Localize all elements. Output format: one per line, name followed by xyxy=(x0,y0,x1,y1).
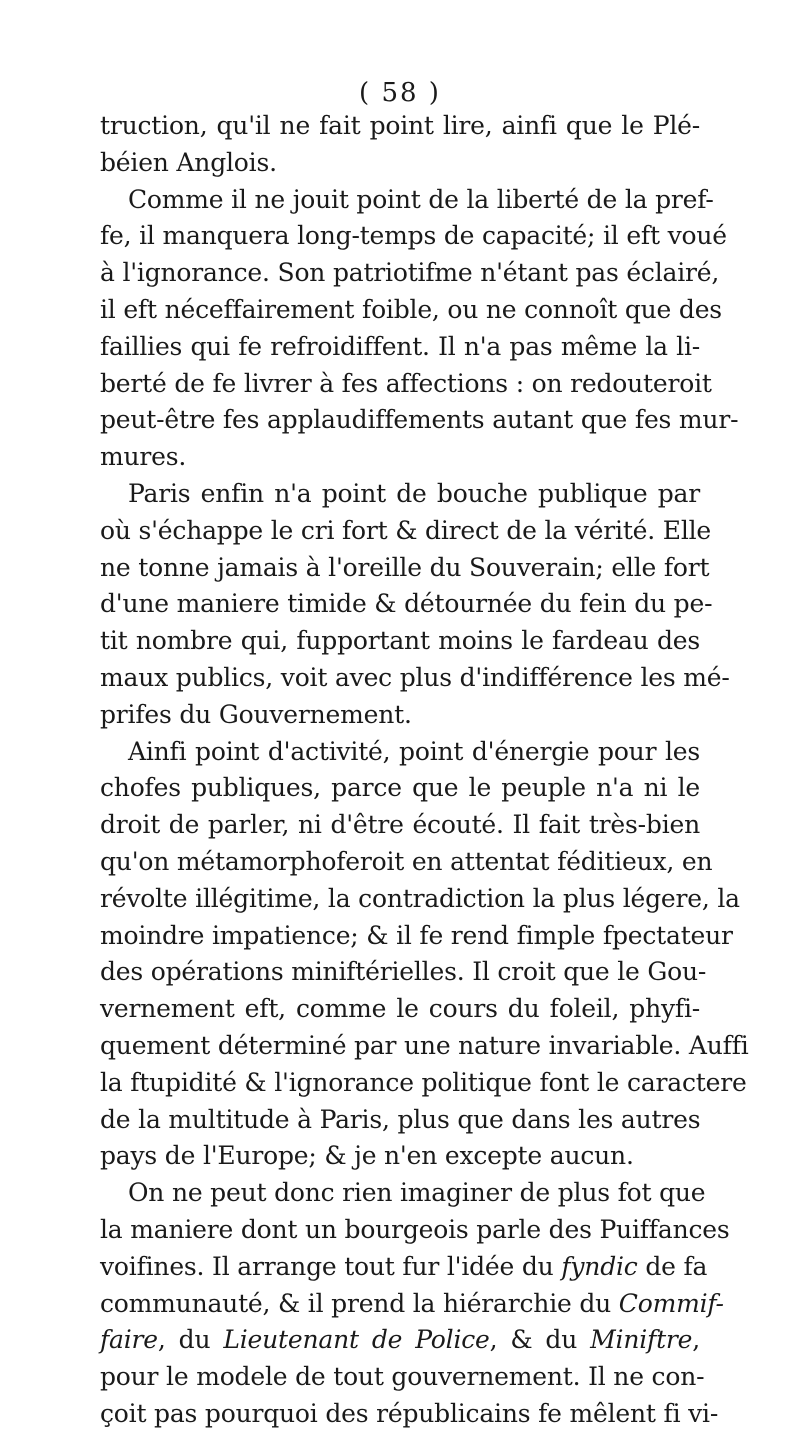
text-run: fe, il manquera long-temps de capacité; il eft voué xyxy=(100,221,727,251)
italic-text: faire xyxy=(100,1325,158,1355)
text-run: Ainfi point d'activité, point d'énergie pour les xyxy=(128,736,700,766)
text-line xyxy=(100,1286,724,1323)
italic-text: Miniftre xyxy=(590,1325,693,1355)
text-line xyxy=(100,1065,747,1102)
text-run: tit nombre qui, fupportant moins le fardeau des xyxy=(100,626,700,656)
text-line xyxy=(100,991,700,1028)
text-line xyxy=(100,255,720,292)
text-run: vernement eft, comme le cours du foleil, phyfi- xyxy=(100,994,700,1024)
text-line xyxy=(100,292,722,329)
text-run: mures. xyxy=(100,442,187,472)
text-line xyxy=(100,1212,730,1249)
text-line xyxy=(100,476,700,513)
text-line xyxy=(100,1396,719,1433)
text-line xyxy=(100,954,707,991)
text-run: faillies qui fe refroidiffent. Il n'a pas même la li- xyxy=(100,331,700,361)
text-line xyxy=(100,1102,700,1139)
text-line xyxy=(100,182,714,219)
text-line xyxy=(100,218,727,255)
text-line xyxy=(100,145,700,182)
text-run: des opérations miniftérielles. Il croit que le Gou- xyxy=(100,957,707,987)
text-line xyxy=(100,770,700,807)
text-run: de fa xyxy=(637,1251,708,1281)
text-line xyxy=(100,1249,708,1286)
text-run: qu'on métamorphoferoit en attentat féditieux, en xyxy=(100,846,713,876)
text-run: , xyxy=(692,1325,701,1355)
text-line xyxy=(100,1138,700,1175)
text-run: , du xyxy=(157,1325,224,1355)
text-run: à l'ignorance. Son patriotifme n'étant pas éclairé, xyxy=(100,258,720,288)
text-line xyxy=(100,586,713,623)
text-line xyxy=(100,550,710,587)
text-line xyxy=(100,623,700,660)
italic-text: fyndic xyxy=(561,1251,638,1281)
body-text xyxy=(100,108,749,1433)
text-run: moindre impatience; & il fe rend fimple fpectateur xyxy=(100,920,733,950)
text-line xyxy=(100,108,700,145)
text-run: prifes du Gouvernement. xyxy=(100,699,412,729)
text-run: voifines. Il arrange tout fur l'idée du xyxy=(100,1251,562,1281)
text-run: ne tonne jamais à l'oreille du Souverain; elle fort xyxy=(100,552,710,582)
text-run: pays de l'Europe; & je n'en excepte aucun. xyxy=(100,1141,634,1171)
text-line xyxy=(100,1322,700,1359)
text-line xyxy=(100,881,740,918)
text-run: Paris enfin n'a point de bouche publique par xyxy=(128,478,700,508)
text-run: révolte illégitime, la contradiction la plus légere, la xyxy=(100,883,740,913)
text-line xyxy=(100,1175,706,1212)
page-number: ( 58 ) xyxy=(359,78,441,108)
text-line xyxy=(100,844,713,881)
text-line xyxy=(100,918,733,955)
text-line xyxy=(100,1028,749,1065)
text-run: truction, qu'il ne fait point lire, ainfi que le Plé- xyxy=(100,111,700,140)
italic-text: Commif- xyxy=(618,1288,724,1318)
text-line xyxy=(100,402,739,439)
text-run: d'une maniere timide & détournée du fein du pe- xyxy=(100,589,713,619)
text-run: maux publics, voit avec plus d'indifférence les mé- xyxy=(100,662,730,692)
italic-text: Lieutenant de Police xyxy=(223,1325,490,1355)
text-run: il eft néceffairement foible, ou ne connoît que des xyxy=(100,294,722,324)
text-run: Comme il ne jouit point de la liberté de la pref- xyxy=(128,184,714,214)
text-run: On ne peut donc rien imaginer de plus fot que xyxy=(128,1178,706,1208)
text-run: béien Anglois. xyxy=(100,147,277,177)
text-line xyxy=(100,734,700,771)
text-run: où s'échappe le cri fort & direct de la vérité. Elle xyxy=(100,515,711,545)
text-line xyxy=(100,1359,705,1396)
text-run: peut-être fes applaudiffements autant que fes mur- xyxy=(100,405,739,435)
text-line xyxy=(100,697,700,734)
text-line xyxy=(100,807,700,844)
text-run: pour le modele de tout gouvernement. Il ne con- xyxy=(100,1362,705,1392)
text-line xyxy=(100,329,700,366)
text-line xyxy=(100,513,711,550)
text-run: quement déterminé par une nature invariable. Auffi xyxy=(100,1030,749,1060)
text-run: , & du xyxy=(489,1325,591,1355)
text-line xyxy=(100,366,712,403)
text-run: la maniere dont un bourgeois parle des Puiffances xyxy=(100,1214,730,1244)
text-run: communauté, & il prend la hiérarchie du xyxy=(100,1288,619,1318)
text-run: de la multitude à Paris, plus que dans les autres xyxy=(100,1104,701,1134)
text-run: la ftupidité & l'ignorance politique font le caractere xyxy=(100,1067,747,1097)
text-run: berté de fe livrer à fes affections : on redouteroit xyxy=(100,368,712,398)
text-run: chofes publiques, parce que le peuple n'a ni le xyxy=(100,773,700,803)
text-run: çoit pas pourquoi des républicains fe mêlent fi vi- xyxy=(100,1398,719,1428)
text-line xyxy=(100,439,700,476)
text-line xyxy=(100,660,730,697)
text-run: droit de parler, ni d'être écouté. Il fait très-bien xyxy=(100,810,700,840)
